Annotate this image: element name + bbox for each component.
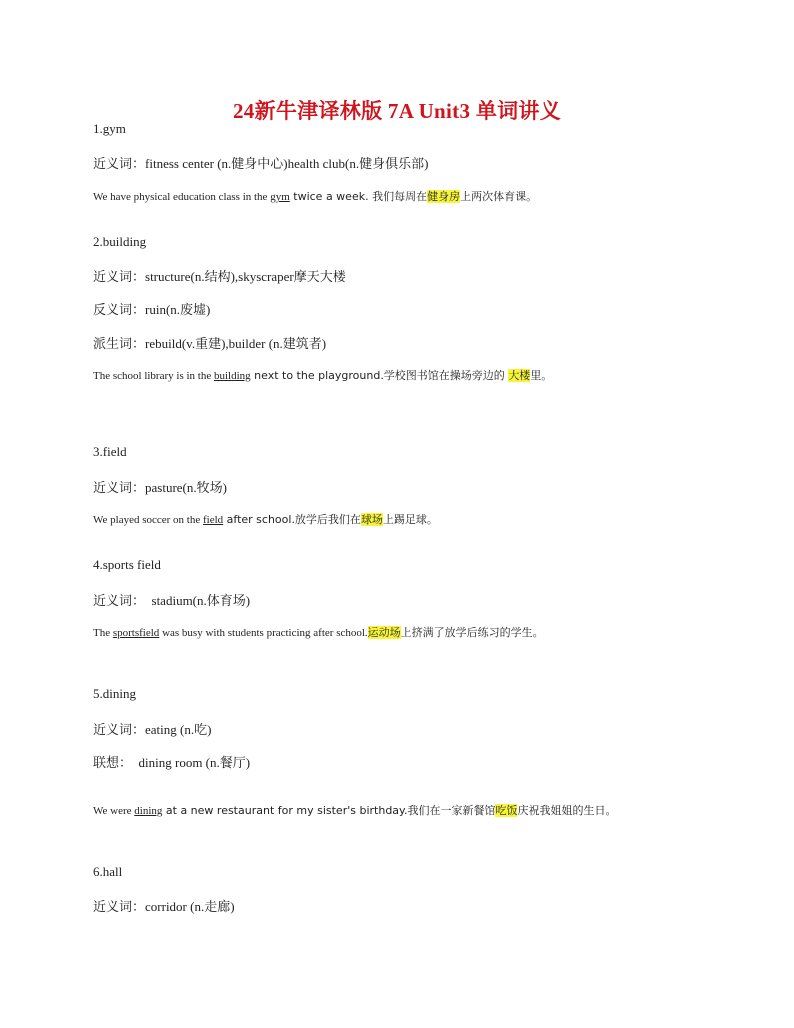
association-text: dining room (n.餐厅) xyxy=(132,755,251,770)
underlined-word: dining xyxy=(134,805,163,817)
synonym-line-field xyxy=(93,477,227,496)
example-text: 上挤满了放学后练习的学生。 xyxy=(400,626,544,639)
page-title: 24新牛津译林版 7A Unit3 单词讲义 xyxy=(232,99,562,123)
synonym-text: stadium(n.体育场) xyxy=(145,593,251,608)
synonym-text: corridor (n.走廊) xyxy=(145,899,235,914)
entry-heading-building: 2.building xyxy=(93,234,147,249)
synonym-line-gym xyxy=(93,153,428,172)
entry-heading-dining: 5.dining xyxy=(93,686,136,701)
association-label: 联想： xyxy=(93,756,133,771)
example-text: was busy with students practicing after school. xyxy=(159,627,368,639)
entry-heading-sports-field: 4.sports field xyxy=(93,557,161,572)
derivative-line-building xyxy=(93,333,326,352)
example-text: 上两次体育课。 xyxy=(460,190,538,203)
underlined-word: building xyxy=(213,370,251,382)
example-sentence-sports-field xyxy=(93,624,544,640)
synonym-text: eating (n.吃) xyxy=(145,722,212,737)
derivative-text: rebuild(v.重建),builder (n.建筑者) xyxy=(145,336,327,351)
example-text: The xyxy=(93,627,113,639)
synonym-label: 近义词： xyxy=(93,481,146,496)
example-text: twice a week. 我们每周在 xyxy=(289,190,428,203)
underlined-word: sportsfield xyxy=(112,627,160,639)
example-text: after school.放学后我们在 xyxy=(223,513,361,526)
synonym-label: 近义词： xyxy=(93,594,146,609)
synonym-text: fitness center (n.健身中心)health club(n.健身俱乐部) xyxy=(145,156,429,171)
antonym-line-building xyxy=(93,299,210,318)
example-text: The school library is in the xyxy=(93,370,214,382)
example-text: 上踢足球。 xyxy=(382,513,438,526)
underlined-word: gym xyxy=(270,191,290,203)
highlighted-translation: 大楼 xyxy=(508,369,531,382)
example-text: next to the playground.学校图书馆在操场旁边的 xyxy=(250,369,509,382)
highlighted-translation: 球场 xyxy=(360,513,383,526)
entry-heading-gym: 1.gym xyxy=(93,121,126,136)
synonym-text: structure(n.结构),skyscraper摩天大楼 xyxy=(145,269,346,284)
entry-heading-field: 3.field xyxy=(93,444,127,459)
derivative-label: 派生词： xyxy=(93,337,146,352)
example-text: 庆祝我姐姐的生日。 xyxy=(517,804,617,817)
association-line-dining xyxy=(93,752,250,771)
synonym-label: 近义词： xyxy=(93,270,146,285)
example-sentence-building xyxy=(93,367,552,383)
underlined-word: field xyxy=(202,514,224,526)
synonym-line-sports-field xyxy=(93,590,250,609)
synonym-line-hall xyxy=(93,896,235,915)
synonym-label: 近义词： xyxy=(93,157,146,172)
highlighted-translation: 健身房 xyxy=(427,190,461,203)
example-text: We have physical education class in the xyxy=(93,191,271,203)
example-text: We were xyxy=(93,805,135,817)
example-sentence-dining xyxy=(93,802,616,818)
antonym-label: 反义词： xyxy=(93,303,146,318)
synonym-line-dining xyxy=(93,719,211,738)
synonym-label: 近义词： xyxy=(93,723,146,738)
example-sentence-field xyxy=(93,511,438,527)
example-text: at a new restaurant for my sister's birthday.我们在一家新餐馆 xyxy=(162,804,496,817)
antonym-text: ruin(n.废墟) xyxy=(145,302,211,317)
synonym-label: 近义词： xyxy=(93,900,146,915)
synonym-line-building xyxy=(93,266,346,285)
highlighted-translation: 运动场 xyxy=(367,626,401,639)
example-text: We played soccer on the xyxy=(93,514,203,526)
example-sentence-gym xyxy=(93,188,537,204)
entry-heading-hall: 6.hall xyxy=(93,864,123,879)
synonym-text: pasture(n.牧场) xyxy=(145,480,227,495)
example-text: 里。 xyxy=(530,369,553,382)
highlighted-translation: 吃饭 xyxy=(495,804,518,817)
